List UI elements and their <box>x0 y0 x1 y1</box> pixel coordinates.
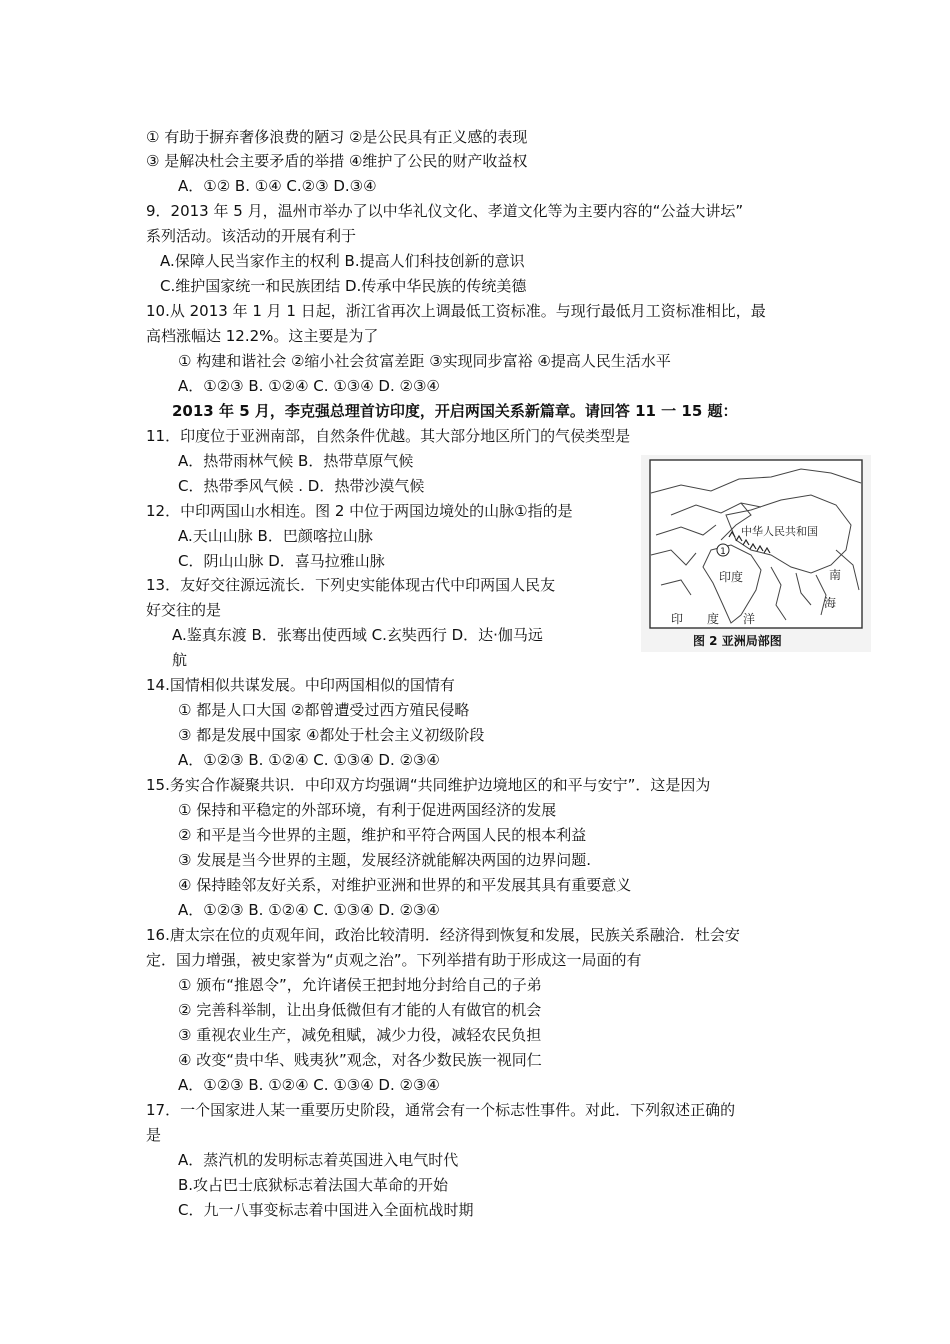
map-marker-1: 1 <box>720 547 726 557</box>
map-label-ocean-yin: 印 <box>671 612 684 626</box>
map-label-sea-hai: 海 <box>824 596 837 610</box>
q16-answers: A．①②③ B. ①②④ C. ①③④ D. ②③④ <box>178 1076 440 1094</box>
map-label-india: 印度 <box>719 570 744 584</box>
q15-stem: 15.务实合作凝聚共识．中印双方均强调“共同维护边境地区的和平与安宁”．这是因为 <box>146 776 711 794</box>
asia-partial-map <box>641 455 871 652</box>
q8-answers: A．①② B. ①④ C.②③ D.③④ <box>178 177 377 195</box>
q15-option-2: ② 和平是当今世界的主题，维护和平符合两国人民的根本利益 <box>178 826 587 844</box>
q12-answers-cd: C．阴山山脉 D．喜马拉雅山脉 <box>178 552 385 570</box>
q9-stem-line-1: 9．2013 年 5 月，温州市举办了以中华礼仪文化、孝道文化等为主要内容的“公益大讲坛” <box>146 202 744 220</box>
q16-stem-line-1: 16.唐太宗在位的贞观年间，政治比较清明．经济得到恢复和发展，民族关系融洽．杜会安 <box>146 926 740 944</box>
q17-stem-line-2: 是 <box>146 1126 162 1144</box>
q8-option-line-2: ③ 是解决杜会主要矛盾的举措 ④维护了公民的财产收益权 <box>146 152 528 170</box>
q8-option-line-1: ① 有助于摒弃奢侈浪费的陋习 ②是公民具有正义感的表现 <box>146 128 528 146</box>
q10-stem-line-2: 高档涨幅达 12.2%。这主要是为了 <box>146 327 379 345</box>
q14-stem: 14.国情相似共谋发展。中印两国相似的国情有 <box>146 676 455 694</box>
q16-option-2: ② 完善科举制，让出身低微但有才能的人有做官的机会 <box>178 1001 542 1019</box>
q14-option-line-1: ① 都是人口大国 ②都曾遭受过西方殖民侵略 <box>178 701 470 719</box>
map-label-china: 中华人民共和国 <box>741 525 818 538</box>
map-label-ocean-yang: 洋 <box>743 612 756 626</box>
q9-stem-line-2: 系列活动。该活动的开展有利于 <box>146 227 357 245</box>
q17-answer-a: A．蒸汽机的发明标志着英国进入电气时代 <box>178 1151 459 1169</box>
q17-stem-line-1: 17．一个国家进人某一重要历史阶段，通常会有一个标志性事件。对此．下列叙述正确的 <box>146 1101 736 1119</box>
q13-answers-wrap: 航 <box>172 651 188 669</box>
q11-stem: 11．印度位于亚洲南部，自然条件优越。其大部分地区所门的气侯类型是 <box>146 427 631 445</box>
map-label-ocean-du: 度 <box>707 612 720 626</box>
q16-option-1: ① 颁布“推恩令”，允许诸侯王把封地分封给自己的子弟 <box>178 976 542 994</box>
q17-answer-c: C．九一八事变标志着中国进入全面杭战时期 <box>178 1201 474 1219</box>
q11-answers-cd: C．热带季风气候 . D．热带沙漠气候 <box>178 477 425 495</box>
q13-answers: A.鉴真东渡 B．张骞出使西域 C.玄奘西行 D．达·伽马远 <box>172 626 543 644</box>
q16-option-3: ③ 重视农业生产，减免租赋，减少力役，减轻农民负担 <box>178 1026 542 1044</box>
q10-stem-line-1: 10.从 2013 年 1 月 1 日起，浙江省再次上调最低工资标准。与现行最低月工资标准相比，最 <box>146 302 766 320</box>
q14-option-line-2: ③ 都是发展中国家 ④都处于杜会主义初级阶段 <box>178 726 485 744</box>
q12-answers-ab: A.天山山脉 B．巴颜喀拉山脉 <box>178 527 373 545</box>
q10-answers: A．①②③ B. ①②④ C. ①③④ D. ②③④ <box>178 377 440 395</box>
q11-answers-ab: A．热带雨林气候 B．热带草原气候 <box>178 452 414 470</box>
q10-options: ① 构建和谐社会 ②缩小社会贫富差距 ③实现同步富裕 ④提高人民生活水平 <box>178 352 671 370</box>
q15-option-4: ④ 保持睦邻友好关系，对维护亚洲和世界的和平发展其具有重要意义 <box>178 876 632 894</box>
map-caption: 图 2 亚洲局部图 <box>693 634 782 648</box>
q12-stem: 12．中印两国山水相连。图 2 中位于两国边境处的山脉①指的是 <box>146 502 573 520</box>
q15-answers: A．①②③ B. ①②④ C. ①③④ D. ②③④ <box>178 901 440 919</box>
q17-answer-b: B.攻占巴士底狱标志着法国大革命的开始 <box>178 1176 449 1194</box>
q9-answers-cd: C.维护国家统一和民族团结 D.传承中华民族的传统美德 <box>160 277 527 295</box>
map-label-sea-nan: 南 <box>829 568 842 582</box>
section-heading: 2013 年 5 月，李克强总理首访印度，开启两国关系新篇章。请回答 11 一 15 题： <box>172 402 738 420</box>
q9-answers-ab: A.保障人民当家作主的权利 B.提高人们科技创新的意识 <box>160 252 525 270</box>
q16-stem-line-2: 定．国力增强，被史家誉为“贞观之治”。下列举措有助于形成这一局面的有 <box>146 951 642 969</box>
q13-stem-line-2: 好交往的是 <box>146 601 222 619</box>
q15-option-1: ① 保持和平稳定的外部环境，有利于促进两国经济的发展 <box>178 801 557 819</box>
q14-answers: A．①②③ B. ①②④ C. ①③④ D. ②③④ <box>178 751 440 769</box>
q15-option-3: ③ 发展是当今世界的主题，发展经济就能解决两国的边界问题. <box>178 851 591 869</box>
q16-option-4: ④ 改变“贵中华、贱夷狄”观念，对各少数民族一视同仁 <box>178 1051 542 1069</box>
q13-stem-line-1: 13．友好交往源远流长．下列史实能体现古代中印两国人民友 <box>146 576 556 594</box>
